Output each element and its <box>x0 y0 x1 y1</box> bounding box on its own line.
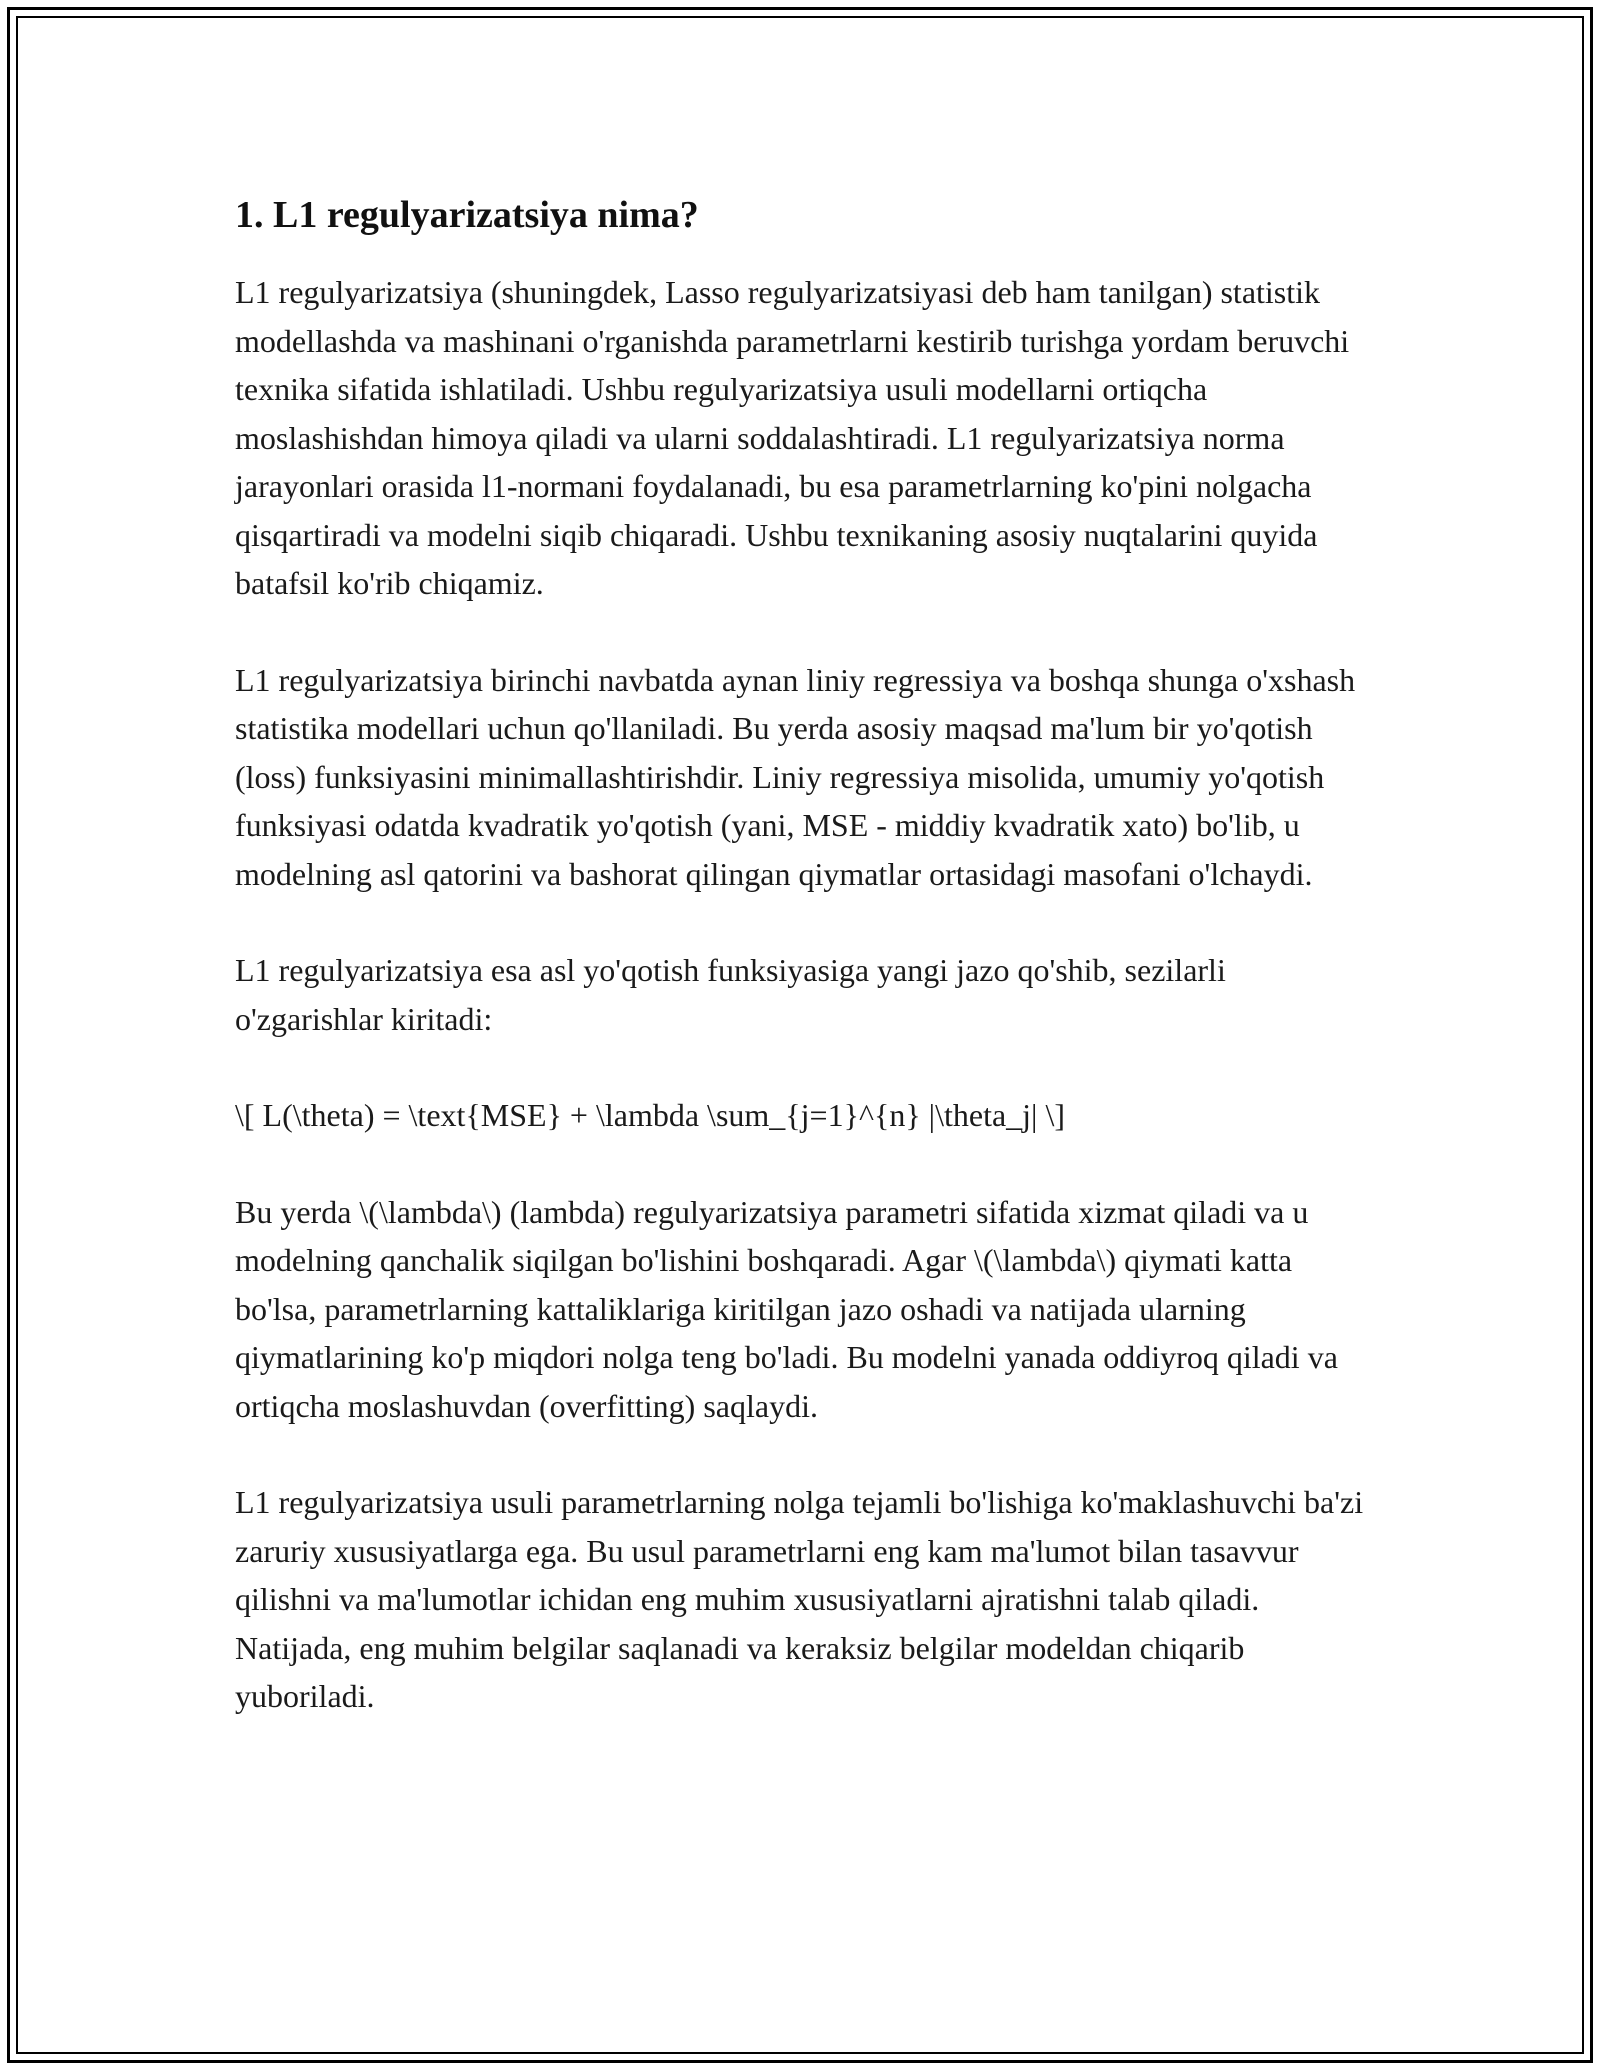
paragraph-linear-regression: L1 regulyarizatsiya birinchi navbatda aynan liniy regressiya va boshqa shunga o'xshash statistika modellari uchun qo'llaniladi. Bu yerda asosiy maqsad ma'lum bir yo'qotish (loss) funksiyasini minimallashtirishdir. Liniy regressiya misolida, umumiy yo'qotish funksiyasi odatda kvadratik yo'qotish (yani, MSE - middiy kvadratik xato) bo'lib, u modelning asl qatorini va bashorat qilingan qiymatlar ortasidagi masofani o'lchaydi. <box>235 661 1356 892</box>
section-heading: 1. L1 regulyarizatsiya nima? <box>235 194 699 236</box>
paragraph-penalty-intro: L1 regulyarizatsiya esa asl yo'qotish funksiyasiga yangi jazo qo'shib, sezilarli o'zgarishlar kiritadi: <box>235 952 1226 1037</box>
formula-loss: \[ L(\theta) = \text{MSE} + \lambda \sum_{j=1}^{n} |\theta_j| \] <box>235 1097 1065 1133</box>
paragraph-sparsity: L1 regulyarizatsiya usuli parametrlarning nolga tejamli bo'lishiga ko'maklashuvchi ba'zi zaruriy xususiyatlarga ega. Bu usul parametrlarni eng kam ma'lumot bilan tasavvur qilishni va ma'lumotlar ichidan eng muhim xususiyatlarni ajratishni talab qiladi. Natijada, eng muhim belgilar saqlanadi va keraksiz belgilar modeldan chiqarib yuboriladi. <box>235 1484 1364 1714</box>
paragraph-intro: L1 regulyarizatsiya (shuningdek, Lasso regulyarizatsiyasi deb ham tanilgan) statistik modellashda va mashinani o'rganishda parametrlarni kestirib turishga yordam beruvchi texnika sifatida ishlatiladi. Ushbu regulyarizatsiya usuli modellarni ortiqcha moslashishdan himoya qiladi va ularni soddalashtiradi. L1 regulyarizatsiya norma jarayonlari orasida l1-normani foydalanadi, bu esa parametrlarning ko'pini nolgacha qisqartiradi va modelni siqib chiqaradi. Ushbu texnikaning asosiy nuqtalarini quyida batafsil ko'rib chiqamiz. <box>235 274 1350 601</box>
paragraph-lambda: Bu yerda \(\lambda\) (lambda) regulyarizatsiya parametri sifatida xizmat qiladi va u modelning qanchalik siqilgan bo'lishini boshqaradi. Agar \(\lambda\) qiymati katta bo'lsa, parametrlarning kattaliklariga kiritilgan jazo oshadi va natijada ularning qiymatlarining ko'p miqdori nolga teng bo'ladi. Bu modelni yanada oddiyroq qiladi va ortiqcha moslashuvdan (overfitting) saqlaydi. <box>235 1193 1338 1424</box>
document-body <box>235 188 1375 1769</box>
